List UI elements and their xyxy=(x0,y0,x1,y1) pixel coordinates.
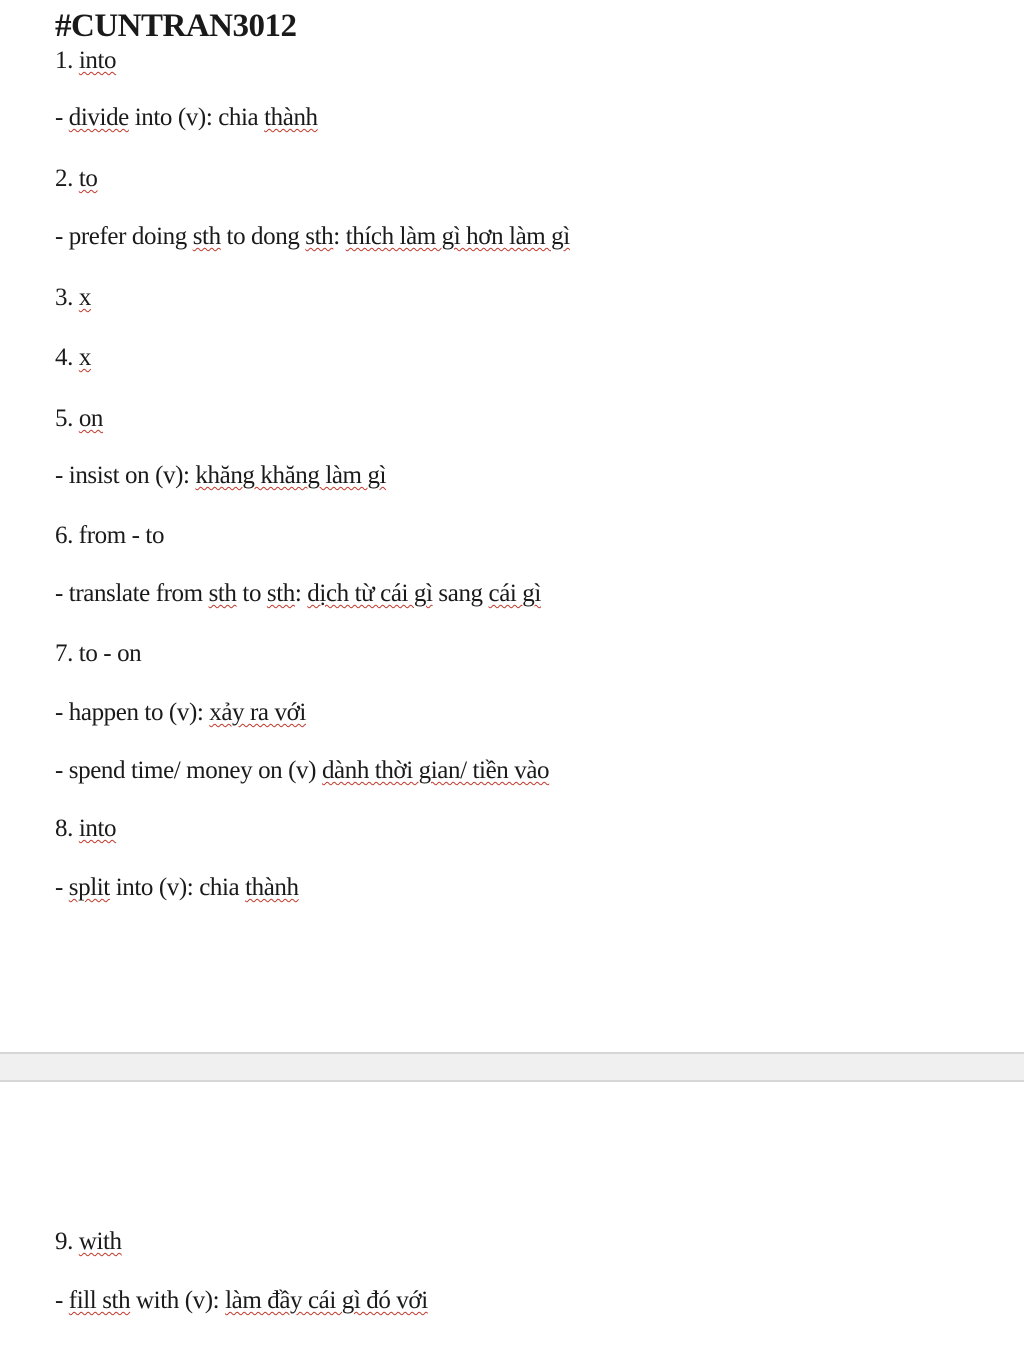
answer-5 xyxy=(55,405,103,433)
note-word: thành xyxy=(264,104,318,131)
note-word: sth xyxy=(192,223,221,250)
note-text: : xyxy=(333,223,346,250)
note-text: to xyxy=(236,580,267,607)
note-word: dịch từ cái gì xyxy=(307,580,433,607)
note-text: - translate from xyxy=(55,580,209,607)
note-text: - insist on (v): xyxy=(55,462,196,489)
answer-number: 1. xyxy=(55,47,73,74)
note-word: xảy ra với xyxy=(209,699,306,726)
answer-number: 4. xyxy=(55,344,73,371)
answer-word: to xyxy=(78,165,98,192)
answer-number: 3. xyxy=(55,284,73,311)
note-word: sth xyxy=(208,580,237,607)
note-text: - xyxy=(55,104,69,131)
answer-word: x xyxy=(78,344,91,371)
document-page-2 xyxy=(0,1082,1024,1362)
note-word: dành thời gian/ tiền vào xyxy=(321,757,550,784)
note-7a xyxy=(55,699,306,727)
note-text: to dong xyxy=(220,223,306,250)
note-7b xyxy=(55,757,549,785)
note-text: into (v): chia xyxy=(128,104,265,131)
note-word: split xyxy=(68,874,110,901)
answer-number: 5. xyxy=(55,405,73,432)
note-text: - xyxy=(55,1287,69,1314)
answer-word: into xyxy=(78,47,117,74)
note-text: - prefer doing xyxy=(55,223,193,250)
answer-word: x xyxy=(78,284,91,311)
note-text: : xyxy=(294,580,308,607)
answer-4 xyxy=(55,344,91,372)
answer-8 xyxy=(55,815,116,843)
note-6 xyxy=(55,580,541,608)
note-5 xyxy=(55,462,386,490)
note-word: divide xyxy=(68,104,129,131)
answer-word: on xyxy=(78,405,104,432)
document-title: #CUNTRAN3012 xyxy=(55,8,297,44)
answer-word: into xyxy=(78,815,117,842)
answer-7: 7. to - on xyxy=(55,640,142,667)
answer-1 xyxy=(55,47,116,75)
answer-number: 9. xyxy=(55,1228,73,1255)
note-word: thích làm gì hơn làm gì xyxy=(345,223,570,250)
answer-6: 6. from - to xyxy=(55,522,165,549)
answer-2 xyxy=(55,165,97,193)
note-word: fill sth xyxy=(68,1287,131,1314)
note-word: sth xyxy=(266,580,295,607)
note-text: - xyxy=(55,874,69,901)
note-word: cái gì xyxy=(488,580,541,607)
note-word: khăng khăng làm gì xyxy=(195,462,387,489)
answer-3 xyxy=(55,284,91,312)
note-2 xyxy=(55,223,570,251)
note-word: làm đầy cái gì đó với xyxy=(225,1287,428,1314)
note-text: into (v): chia xyxy=(109,874,246,901)
answer-number: 8. xyxy=(55,815,73,842)
note-text: - spend time/ money on (v) xyxy=(55,757,322,784)
note-word: thành xyxy=(245,874,299,901)
note-text: sang xyxy=(432,580,489,607)
answer-word: with xyxy=(78,1228,122,1255)
note-text: - happen to (v): xyxy=(55,699,210,726)
note-text: with (v): xyxy=(130,1287,226,1314)
note-word: sth xyxy=(305,223,334,250)
answer-9 xyxy=(55,1228,122,1256)
note-9 xyxy=(55,1287,428,1315)
page-break-separator xyxy=(0,1052,1024,1082)
note-8 xyxy=(55,874,299,902)
answer-number: 2. xyxy=(55,165,73,192)
note-1 xyxy=(55,104,318,132)
